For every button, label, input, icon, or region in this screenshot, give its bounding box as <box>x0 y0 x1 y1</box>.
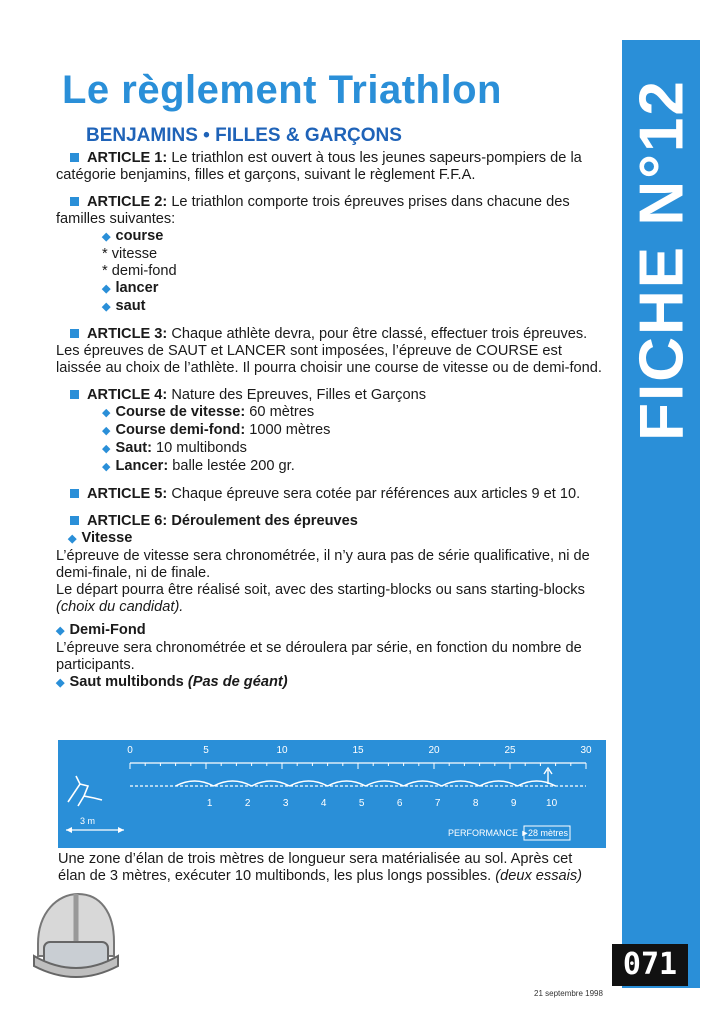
article-1-label: ARTICLE 1: <box>87 150 168 166</box>
jump-number-label: 2 <box>244 798 251 809</box>
list-item: ◆ saut <box>102 298 146 314</box>
article-4-list <box>102 404 610 476</box>
square-bullet-icon <box>70 153 79 162</box>
multibonds-diagram-svg <box>58 740 606 848</box>
jump-number-label: 7 <box>434 798 441 809</box>
square-bullet-icon <box>70 489 79 498</box>
jump-number-label: 10 <box>546 798 558 809</box>
list-item: ◆ course <box>102 228 164 244</box>
page-number-badge: 071 <box>612 944 688 986</box>
article-2-text: Le triathlon comporte trois épreuves prises dans chacune des familles suivantes: <box>56 194 570 227</box>
scale-tick-label: 10 <box>276 745 288 756</box>
saut-description: Une zone d’élan de trois mètres de longueur sera matérialisée au sol. Après cet élan de 3 mètres, exécuter 10 multibonds, les plus longs possibles. (deux essais) <box>58 851 583 884</box>
multibonds-diagram <box>58 740 606 848</box>
list-item: * demi-fond <box>102 263 177 279</box>
jump-number-label: 6 <box>396 798 403 809</box>
saut-heading: ◆ Saut multibonds (Pas de géant) <box>56 674 288 690</box>
performance-label: PERFORMANCE ► <box>448 828 530 838</box>
square-bullet-icon <box>70 329 79 338</box>
diamond-bullet-icon: ◆ <box>102 425 111 437</box>
square-bullet-icon <box>70 516 79 525</box>
vitesse-paragraph-1: L’épreuve de vitesse sera chronométrée, il n’y aura pas de série qualificative, ni de demi-finale, ni de finale. <box>56 548 590 581</box>
jump-number-label: 4 <box>320 798 327 809</box>
article-1 <box>56 150 610 184</box>
performance-value: 28 mètres <box>528 828 569 838</box>
fiche-number-label: FICHE N°12 <box>627 79 697 441</box>
square-bullet-icon <box>70 197 79 206</box>
diamond-bullet-icon: ◆ <box>102 301 111 313</box>
vitesse-paragraph-2: Le départ pourra être réalisé soit, avec des starting-blocks ou sans starting-blocks (choix du candidat). <box>56 582 585 615</box>
firefighter-helmet-icon <box>28 882 120 992</box>
scale-tick-label: 15 <box>352 745 364 756</box>
jump-arcs <box>176 781 556 786</box>
list-item: ◆ Course de vitesse: 60 mètres <box>102 404 315 420</box>
list-item: * vitesse <box>102 246 158 262</box>
square-bullet-icon <box>70 390 79 399</box>
list-item: ◆ Lancer: balle lestée 200 gr. <box>102 458 295 474</box>
list-item: ◆ Course demi-fond: 1000 mètres <box>102 422 331 438</box>
diamond-bullet-icon: ◆ <box>56 625 65 637</box>
article-1-text: Le triathlon est ouvert à tous les jeunes sapeurs-pompiers de la catégorie benjamins, filles et garçons, suivant le règlement F.F.A. <box>56 150 582 183</box>
run-up-label: 3 m <box>80 816 96 826</box>
page-subtitle: BENJAMINS • FILLES & GARÇONS <box>86 125 402 146</box>
article-4-text: Nature des Epreuves, Filles et Garçons <box>167 387 427 403</box>
demi-fond-heading: ◆ Demi-Fond <box>56 622 146 638</box>
jump-number-label: 3 <box>282 798 289 809</box>
diamond-bullet-icon: ◆ <box>102 407 111 419</box>
diamond-bullet-icon: ◆ <box>102 231 111 243</box>
article-4-label: ARTICLE 4: <box>87 387 168 403</box>
jump-number-label: 8 <box>472 798 479 809</box>
diamond-bullet-icon: ◆ <box>68 533 77 545</box>
scale-tick-label: 5 <box>203 745 209 756</box>
article-3-text: Chaque athlète devra, pour être classé, effectuer trois épreuves. Les épreuves de SAUT et LANCER sont imposées, l’épreuve de COURSE est laissée au choix de l’athlète. Il pourra choisir une course de vitesse ou de demi-fond. <box>56 326 602 376</box>
diamond-bullet-icon: ◆ <box>102 283 111 295</box>
main-content <box>56 150 610 696</box>
diamond-bullet-icon: ◆ <box>56 677 65 689</box>
fiche-label-container <box>623 50 701 470</box>
list-item: ◆ lancer <box>102 280 159 296</box>
article-5 <box>56 486 610 503</box>
article-2-label: ARTICLE 2: <box>87 194 168 210</box>
demi-fond-section <box>56 622 610 692</box>
diamond-bullet-icon: ◆ <box>102 443 111 455</box>
vitesse-heading: ◆ Vitesse <box>68 530 133 546</box>
document-date: 21 septembre 1998 <box>534 989 603 998</box>
article-4 <box>56 387 610 476</box>
scale-tick-label: 20 <box>428 745 440 756</box>
article-2 <box>56 194 610 316</box>
article-3-label: ARTICLE 3: <box>87 326 168 342</box>
article-5-text: Chaque épreuve sera cotée par références aux articles 9 et 10. <box>167 486 581 502</box>
scale-tick-label: 25 <box>504 745 516 756</box>
article-6 <box>56 513 610 616</box>
runner-icon <box>68 776 102 806</box>
scale-tick-label: 30 <box>580 745 592 756</box>
demi-fond-paragraph: L’épreuve sera chronométrée et se déroulera par série, en fonction du nombre de participants. <box>56 640 582 673</box>
list-item: ◆ Saut: 10 multibonds <box>102 440 247 456</box>
diamond-bullet-icon: ◆ <box>102 461 111 473</box>
article-5-label: ARTICLE 5: <box>87 486 168 502</box>
article-6-label: ARTICLE 6: Déroulement des épreuves <box>87 513 358 529</box>
jump-number-label: 9 <box>510 798 517 809</box>
article-3 <box>56 326 610 377</box>
jump-number-label: 5 <box>358 798 365 809</box>
scale-tick-label: 0 <box>127 745 133 756</box>
page-title: Le règlement Triathlon <box>62 68 502 112</box>
article-2-list <box>102 228 610 316</box>
jump-number-label: 1 <box>206 798 213 809</box>
